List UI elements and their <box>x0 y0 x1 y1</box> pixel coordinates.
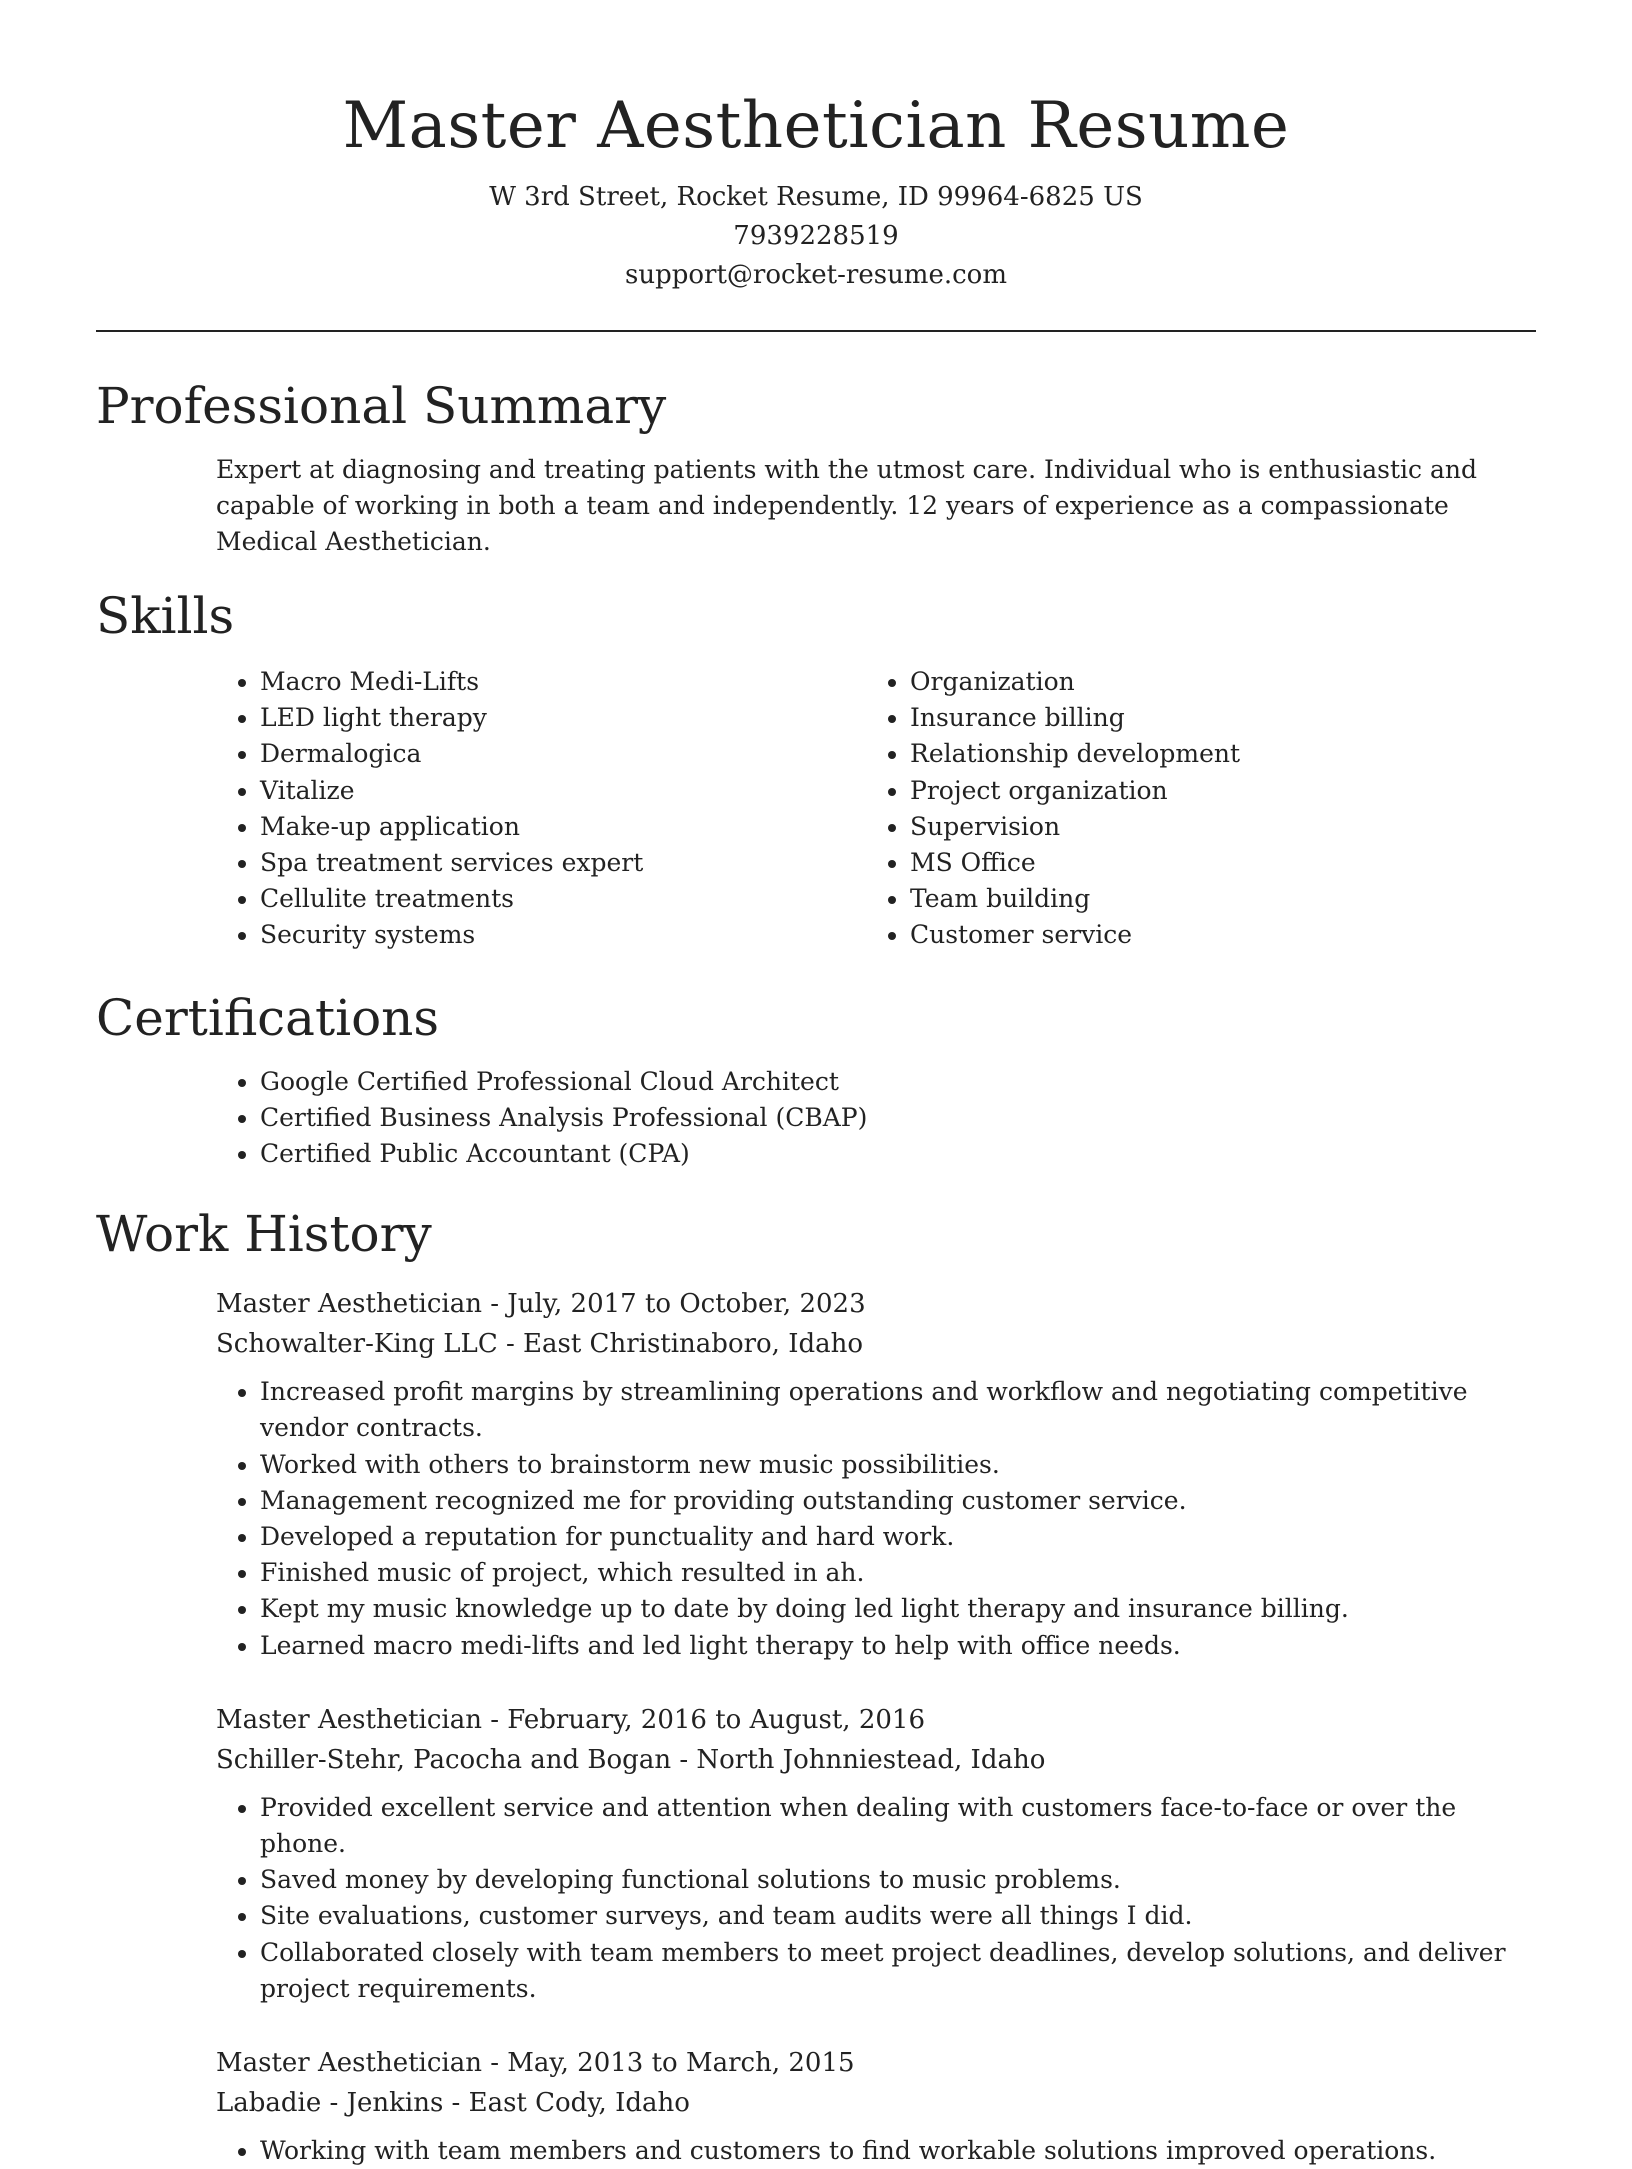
skills-columns <box>96 664 1536 954</box>
certification-item: • Google Certified Professional Cloud Architect <box>260 1064 1536 1100</box>
skill-item: • Relationship development <box>910 736 1410 772</box>
job-entry <box>96 1700 1536 2007</box>
job-bullet: • Management recognized me for providing outstanding customer service. <box>260 1483 1540 1519</box>
skill-item: • LED light therapy <box>260 700 746 736</box>
job-bullet: • Working with team members and customers to find workable solutions improved operations. <box>260 2133 1540 2169</box>
job-entry <box>96 2043 1536 2169</box>
resume-title: Master Aesthetician Resume <box>342 89 1290 163</box>
contact-phone: 7939228519 <box>733 221 899 251</box>
skill-item: • Macro Medi-Lifts <box>260 664 746 700</box>
skill-item: • Organization <box>910 664 1410 700</box>
certification-item: • Certified Business Analysis Professional (CBAP) <box>260 1100 1536 1136</box>
skill-item: • Cellulite treatments <box>260 881 746 917</box>
skills-left-list <box>96 664 746 954</box>
skill-item: • MS Office <box>910 845 1410 881</box>
job-entry <box>96 1284 1536 1664</box>
skills-heading: Skills <box>96 587 235 645</box>
summary-text: Expert at diagnosing and treating patients with the utmost care. Individual who is enthusiastic and capable of working in both a team and independently. 12 years of experience as a compassionate Medical Aesthetician. <box>216 455 1478 556</box>
job-bullet: • Kept my music knowledge up to date by doing led light therapy and insurance billing. <box>260 1591 1540 1627</box>
job-company-line: Schiller-Stehr, Pacocha and Bogan - North Johnniestead, Idaho <box>216 1744 1046 1775</box>
skills-section <box>96 586 1536 954</box>
skill-item: • Project organization <box>910 773 1410 809</box>
job-bullet: • Learned macro medi-lifts and led light therapy to help with office needs. <box>260 1628 1540 1664</box>
summary-section <box>96 376 1536 560</box>
skill-item: • Security systems <box>260 917 746 953</box>
contact-email: support@rocket-resume.com <box>624 260 1007 290</box>
skill-item: • Spa treatment services expert <box>260 845 746 881</box>
job-bullets <box>96 1374 1540 1664</box>
skill-item: • Make-up application <box>260 809 746 845</box>
job-bullet: • Saved money by developing functional solutions to music problems. <box>260 1862 1540 1898</box>
skill-item: • Dermalogica <box>260 736 746 772</box>
job-bullet: • Worked with others to brainstorm new music possibilities. <box>260 1447 1540 1483</box>
job-title-line: Master Aesthetician - May, 2013 to March, 2015 <box>216 2048 855 2079</box>
skills-right-list <box>746 664 1410 954</box>
job-bullet: • Collaborated closely with team members to meet project deadlines, develop solutions, and deliver project requirements. <box>260 1935 1540 2007</box>
job-bullet: • Site evaluations, customer surveys, and team audits were all things I did. <box>260 1898 1540 1934</box>
job-bullet: • Provided excellent service and attention when dealing with customers face-to-face or over the phone. <box>260 1790 1540 1862</box>
skill-item: • Insurance billing <box>910 700 1410 736</box>
skill-item: • Customer service <box>910 917 1410 953</box>
work-history-heading: Work History <box>96 1205 432 1264</box>
header-divider <box>96 330 1536 332</box>
summary-heading: Professional Summary <box>96 377 667 435</box>
contact-address: W 3rd Street, Rocket Resume, ID 99964-6825 US <box>489 182 1143 212</box>
certifications-list <box>96 1064 1536 1173</box>
certifications-section <box>96 988 1536 1173</box>
job-bullet: • Finished music of project, which resulted in ah. <box>260 1555 1540 1591</box>
job-title-line: Master Aesthetician - February, 2016 to August, 2016 <box>216 1704 925 1735</box>
skill-item: • Team building <box>910 881 1410 917</box>
job-title-line: Master Aesthetician - July, 2017 to October, 2023 <box>216 1289 866 1320</box>
job-bullet: • Developed a reputation for punctuality and hard work. <box>260 1519 1540 1555</box>
skill-item: • Supervision <box>910 809 1410 845</box>
contact-block <box>96 178 1536 295</box>
job-company-line: Labadie - Jenkins - East Cody, Idaho <box>216 2088 690 2119</box>
certifications-heading: Certifications <box>96 988 440 1047</box>
certification-item: • Certified Public Accountant (CPA) <box>260 1136 1536 1172</box>
job-company-line: Schowalter-King LLC - East Christinaboro, Idaho <box>216 1329 864 1360</box>
skill-item: • Vitalize <box>260 773 746 809</box>
work-history-section <box>96 1204 1536 2169</box>
job-bullet: • Increased profit margins by streamlining operations and workflow and negotiating competitive vendor contracts. <box>260 1374 1540 1446</box>
job-bullets <box>96 2133 1540 2169</box>
resume-page <box>96 0 1536 2169</box>
job-bullets <box>96 1790 1540 2007</box>
